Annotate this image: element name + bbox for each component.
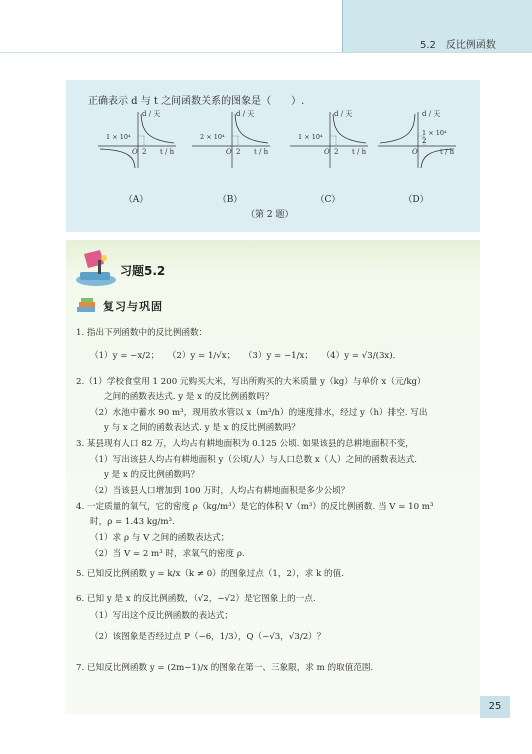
exercise-line: y 是 x 的反比例函数吗？ bbox=[104, 470, 200, 480]
tick-label: 2 bbox=[422, 137, 427, 145]
page-header bbox=[0, 0, 532, 60]
exercise-line: 6. 已知 y 是 x 的反比例函数，（√2，−√2）是它图象上的一点. bbox=[76, 594, 316, 604]
graph-b bbox=[186, 108, 274, 170]
header-title: 5.2 反比例函数 bbox=[420, 40, 496, 51]
question-intro: 正确表示 d 与 t 之间函数关系的图象是（ ）. bbox=[88, 96, 305, 107]
exercise-line: 2.（1）学校食堂用 1 200 元购买大米，写出所购买的大米质量 y（kg）与单价 x（元/kg） bbox=[76, 377, 426, 387]
exercise-line: （1）求 ρ 与 V 之间的函数表达式； bbox=[90, 533, 230, 543]
value-label: 2 × 10⁴ bbox=[200, 133, 225, 141]
page-number: 25 bbox=[480, 696, 510, 718]
exercise-title: 习题5.2 bbox=[120, 264, 166, 278]
x-axis-label: t / h bbox=[352, 148, 367, 156]
graph-d bbox=[372, 108, 460, 170]
figure-caption: （第 2 题） bbox=[246, 210, 294, 220]
option-a-label: （A） bbox=[123, 195, 149, 205]
x-axis-label: t / h bbox=[254, 148, 269, 156]
exercise-line: 3. 某县现有人口 82 万，人均占有耕地面积为 0.125 公顷. 如果该县的总耕地面积不变， bbox=[76, 439, 414, 449]
exercise-line: （2）当 V = 2 m³ 时，求氧气的密度 ρ. bbox=[90, 549, 245, 559]
option-c-label: （C） bbox=[315, 195, 341, 205]
books-icon bbox=[76, 297, 98, 313]
header-rule bbox=[0, 52, 532, 53]
exercise-line: （2）当该县人口增加到 100 万时，人均占有耕地面积是多少公顷？ bbox=[90, 486, 350, 496]
origin-label: O bbox=[324, 148, 330, 156]
x-axis-label: t / h bbox=[440, 148, 455, 156]
option-b-label: （B） bbox=[217, 195, 243, 205]
exercise-line: （2）水池中蓄水 90 m³，现用放水管以 x（m³/h）的速度排水，经过 y（h）排空. 写出 bbox=[90, 408, 428, 418]
origin-label: O bbox=[412, 148, 418, 156]
exercise-line: 时，ρ = 1.43 kg/m³. bbox=[90, 517, 175, 527]
graph-c bbox=[284, 108, 372, 170]
lamp-book-icon bbox=[74, 248, 120, 288]
exercise-line: （2）该图象是否经过点 P（−6，1/3），Q（−√3，√3/2）？ bbox=[90, 632, 326, 642]
value-label: 1 × 10⁴ bbox=[106, 133, 131, 141]
exercise-line: 7. 已知反比例函数 y = (2m−1)/x 的图象在第一、三象限，求 m 的取值范围. bbox=[76, 663, 374, 673]
value-label: 1 × 10⁴ bbox=[298, 133, 323, 141]
y-axis-label: d / 天 bbox=[142, 110, 161, 118]
value-label: 1 × 10⁴ bbox=[422, 129, 447, 137]
graph-a bbox=[92, 108, 180, 170]
option-d-label: （D） bbox=[403, 195, 429, 205]
y-axis-label: d / 天 bbox=[334, 110, 353, 118]
tick-label: 2 bbox=[142, 148, 147, 156]
exercise-line: 4. 一定质量的氧气，它的密度 ρ（kg/m³）是它的体积 V（m³）的反比例函数. 当 V = 10 m³ bbox=[76, 502, 434, 512]
exercise-line: （1）写出这个反比例函数的表达式； bbox=[90, 611, 233, 621]
exercise-line: （1）写出该县人均占有耕地面积 y（公顷/人）与人口总数 x（人）之间的函数表达式. bbox=[90, 455, 418, 465]
tick-label: 2 bbox=[334, 148, 339, 156]
tick-label: 2 bbox=[236, 148, 241, 156]
exercise-line: 之间的函数表达式. y 是 x 的反比例函数吗？ bbox=[104, 392, 274, 402]
origin-label: O bbox=[226, 148, 232, 156]
review-subtitle: 复习与巩固 bbox=[103, 300, 163, 313]
origin-label: O bbox=[132, 148, 138, 156]
exercise-line: 1. 指出下列函数中的反比例函数： bbox=[76, 328, 208, 338]
exercise-line: y 与 x 之间的函数表达式. y 是 x 的反比例函数吗？ bbox=[104, 423, 300, 433]
exercise-line: 5. 已知反比例函数 y = k/x（k ≠ 0）的图象过点（1，2），求 k 的值. bbox=[76, 569, 344, 579]
y-axis-label: d / 天 bbox=[236, 110, 255, 118]
x-axis-label: t / h bbox=[160, 148, 175, 156]
y-axis-label: d / 天 bbox=[422, 110, 441, 118]
exercise-line: （1）y = −x/2； （2）y = 1/√x； （3）y = −1/x； （4）y = √3/(3x). bbox=[90, 351, 396, 361]
